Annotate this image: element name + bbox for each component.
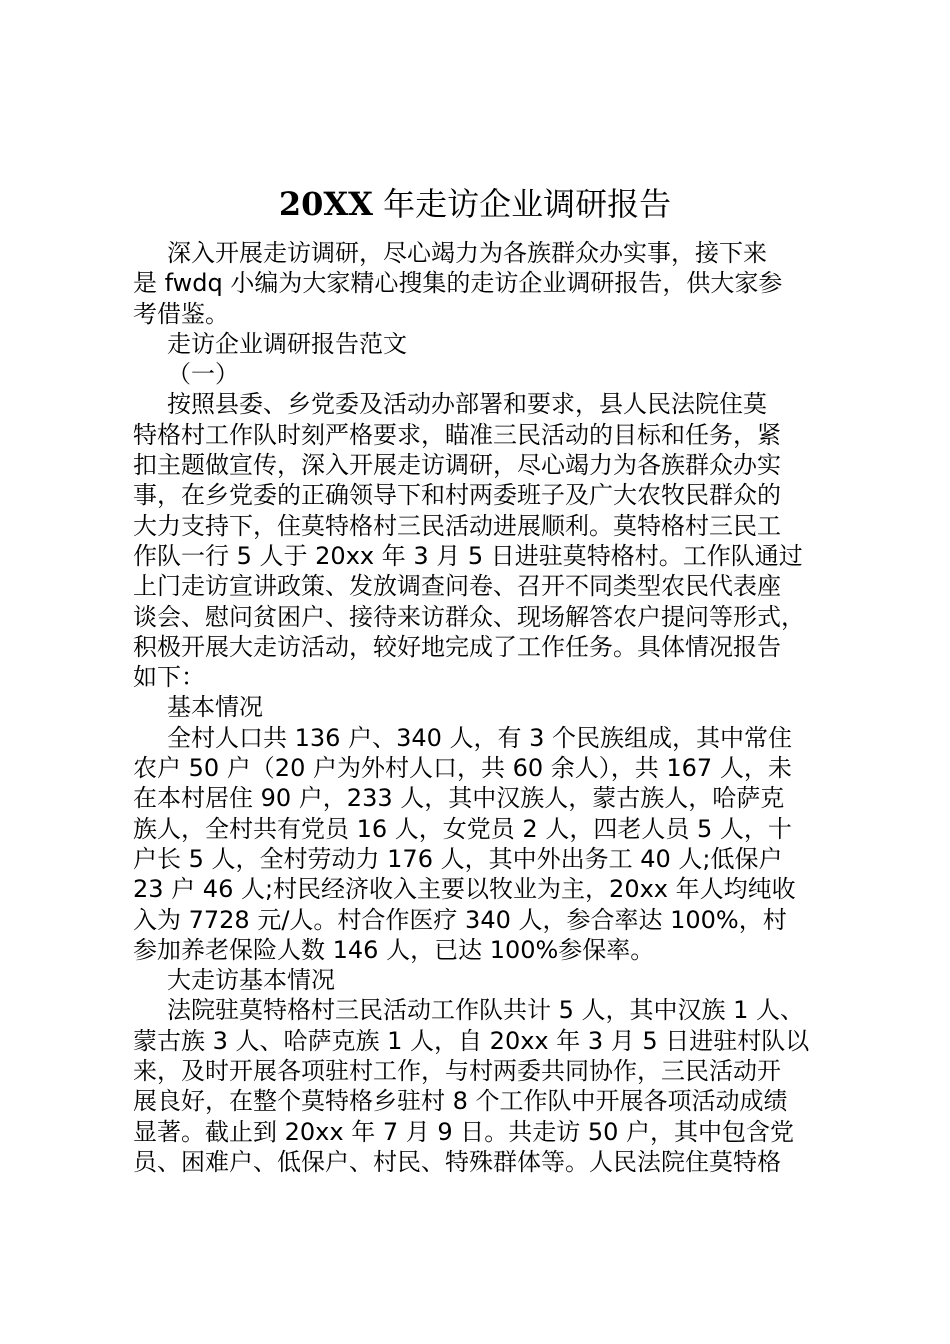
- document-body: [133, 238, 833, 1177]
- text-line: 如下：: [133, 663, 205, 692]
- text-line: 户长 5 人，全村劳动力 176 人，其中外出务工 40 人;低保户: [133, 844, 783, 873]
- text-line: 大力支持下，住莫特格村三民活动进展顺利。莫特格村三民工: [133, 511, 781, 540]
- text-line: 大走访基本情况: [167, 966, 335, 995]
- text-line: （一）: [167, 360, 239, 389]
- text-line: 法院驻莫特格村三民活动工作队共计 5 人，其中汉族 1 人、: [167, 996, 805, 1025]
- title-year: 20XX: [278, 185, 373, 223]
- text-line: 全村人口共 136 户、340 人，有 3 个民族组成，其中常住: [167, 723, 793, 752]
- text-line: 农户 50 户（20 户为外村人口，共 60 余人），共 167 人，未: [133, 754, 792, 783]
- text-line: 按照县委、乡党委及活动办部署和要求，县人民法院住莫: [167, 390, 767, 419]
- text-line: 走访企业调研报告范文: [167, 329, 407, 358]
- text-line: 积极开展大走访活动，较好地完成了工作任务。具体情况报告: [133, 632, 781, 661]
- text-line: 员、困难户、低保户、村民、特殊群体等。人民法院住莫特格: [133, 1147, 781, 1176]
- text-line: 特格村工作队时刻严格要求，瞄准三民活动的目标和任务，紧: [133, 420, 781, 449]
- text-line: 上门走访宣讲政策、发放调查问卷、召开不同类型农民代表座: [133, 572, 781, 601]
- text-line: 显著。截止到 20xx 年 7 月 9 日。共走访 50 户，其中包含党: [133, 1117, 795, 1146]
- text-line: 来，及时开展各项驻村工作，与村两委共同协作，三民活动开: [133, 1057, 781, 1086]
- text-line: 基本情况: [167, 693, 263, 722]
- text-line: 参加养老保险人数 146 人，已达 100%参保率。: [133, 935, 655, 964]
- text-line: 23 户 46 人;村民经济收入主要以牧业为主，20xx 年人均纯收: [133, 875, 796, 904]
- text-line: 事，在乡党委的正确领导下和村两委班子及广大农牧民群众的: [133, 481, 781, 510]
- text-line: 作队一行 5 人于 20xx 年 3 月 5 日进驻莫特格村。工作队通过: [133, 541, 803, 570]
- title-text: 年走访企业调研报告: [373, 185, 672, 223]
- text-line: 深入开展走访调研，尽心竭力为各族群众办实事，接下来: [167, 239, 767, 267]
- text-line: 入为 7728 元/人。村合作医疗 340 人，参合率达 100%，村: [133, 905, 787, 934]
- text-line: 考借鉴。: [133, 299, 229, 328]
- text-line: 是 fwdq 小编为大家精心搜集的走访企业调研报告，供大家参: [133, 269, 783, 298]
- text-line: 在本村居住 90 户，233 人，其中汉族人，蒙古族人，哈萨克: [133, 784, 785, 813]
- text-line: 族人，全村共有党员 16 人，女党员 2 人，四老人员 5 人，十: [133, 814, 792, 843]
- text-line: 扣主题做宣传，深入开展走访调研，尽心竭力为各族群众办实: [133, 451, 781, 480]
- text-line: 谈会、慰问贫困户、接待来访群众、现场解答农户提问等形式，: [133, 602, 805, 631]
- text-line: 展良好，在整个莫特格乡驻村 8 个工作队中开展各项活动成绩: [133, 1087, 788, 1116]
- text-line: 蒙古族 3 人、哈萨克族 1 人，自 20xx 年 3 月 5 日进驻村队以: [133, 1026, 810, 1055]
- document-title: [0, 184, 950, 224]
